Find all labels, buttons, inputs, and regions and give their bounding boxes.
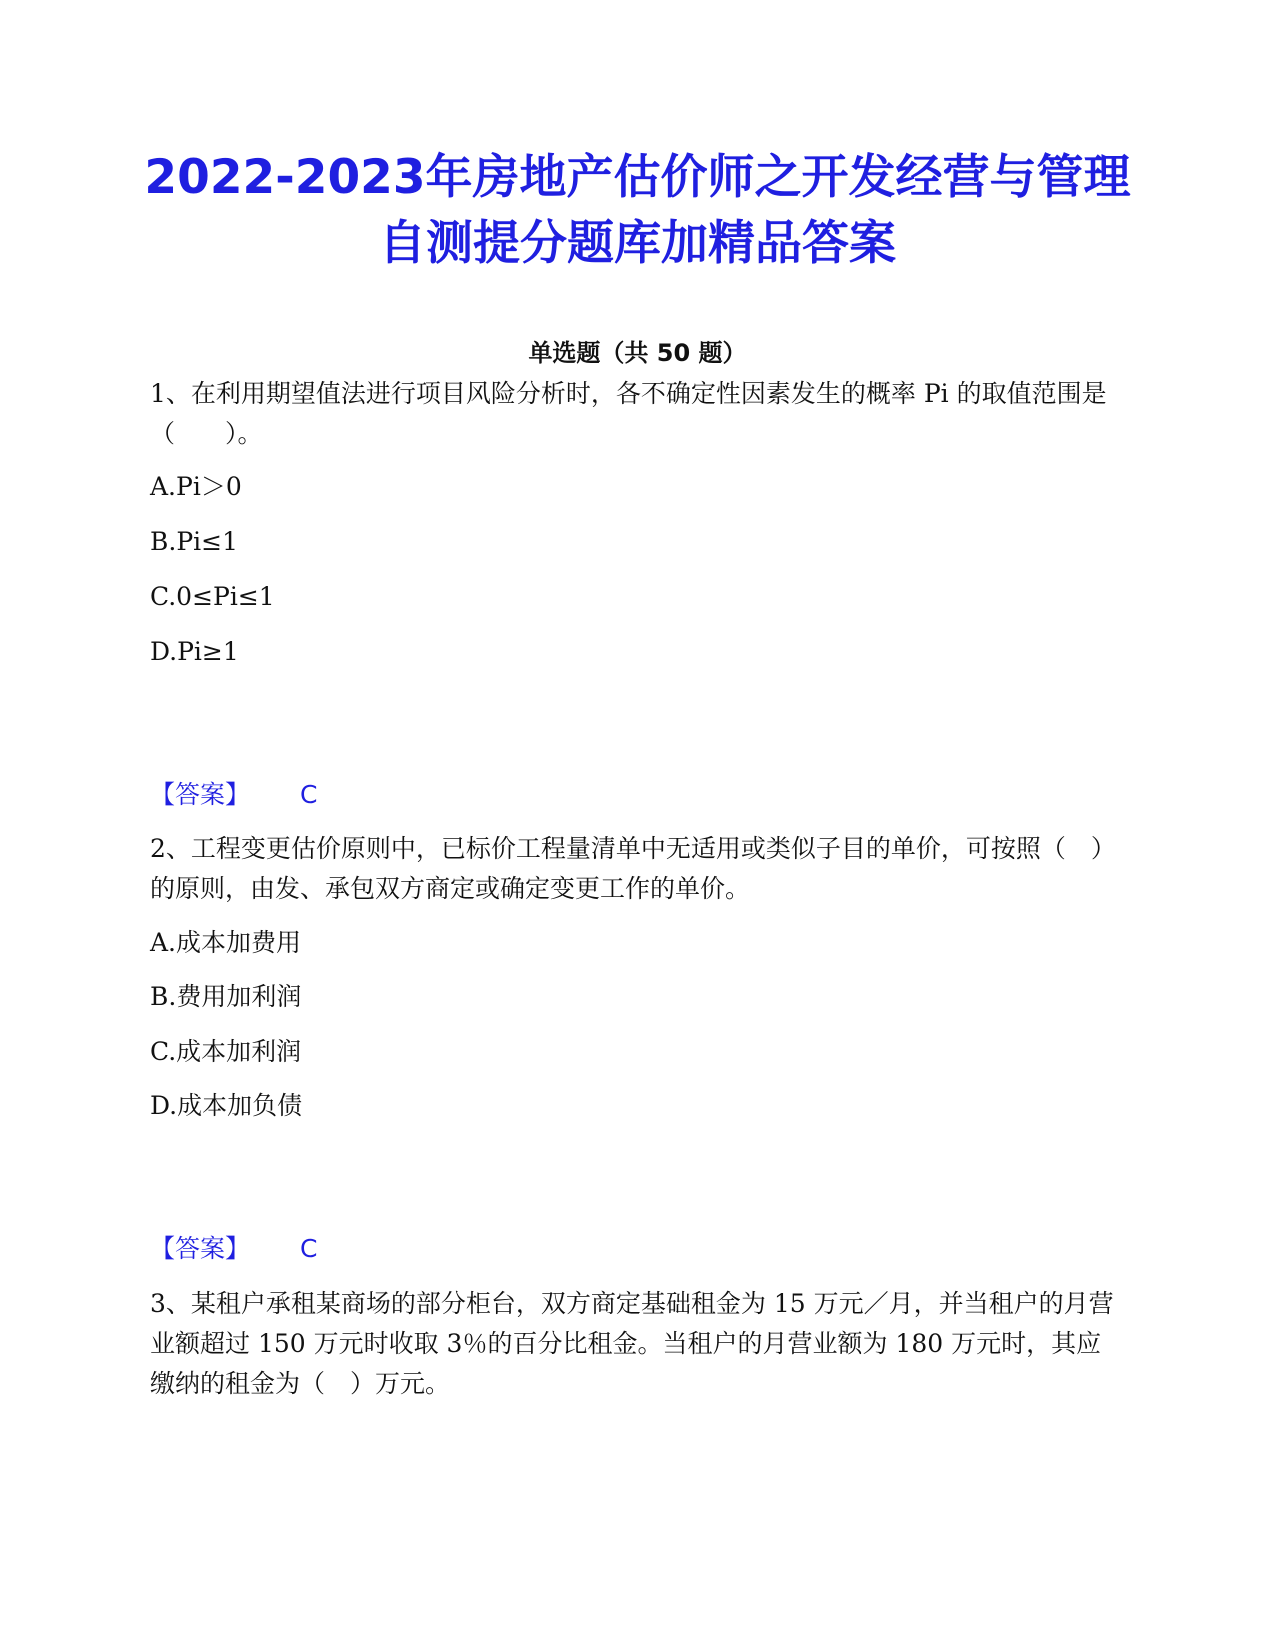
question-1-option-a: A.Pi＞0 (150, 472, 242, 501)
question-1-stem: 1、在利用期望值法进行项目风险分析时，各不确定性因素发生的概率 Pi 的取值范围是（ ）。 (150, 379, 1107, 448)
question-2-option-a: A.成本加费用 (150, 928, 302, 957)
question-2-option-d: D.成本加负债 (150, 1091, 303, 1120)
answer-value: C (300, 780, 318, 809)
question-2-stem: 2、工程变更估价原则中，已标价工程量清单中无适用或类似子目的单价，可按照（ ）的原则，由发、承包双方商定或确定变更工作的单价。 (150, 834, 1116, 903)
page-title: 2022-2023年房地产估价师之开发经营与管理自测提分题库加精品答案 (144, 150, 1131, 271)
answer-label: 【答案】 (150, 780, 251, 809)
section-heading: 单选题（共 50 题） (528, 339, 747, 367)
question-1-option-d: D.Pi≥1 (150, 637, 239, 666)
question-1-option-b: B.Pi≤1 (150, 527, 238, 556)
question-2-answer (150, 1232, 317, 1266)
question-1-answer (150, 778, 317, 812)
answer-value: C (300, 1234, 318, 1263)
question-2-option-c: C.成本加利润 (150, 1037, 302, 1066)
answer-label: 【答案】 (150, 1234, 251, 1263)
question-1-option-c: C.0≤Pi≤1 (150, 582, 275, 611)
question-3-stem: 3、某租户承租某商场的部分柜台，双方商定基础租金为 15 万元／月，并当租户的月营业额超过 150 万元时收取 3％的百分比租金。当租户的月营业额为 180 万元时，其应缴纳的租金为（ ）万元。 (150, 1289, 1114, 1398)
question-2-option-b: B.费用加利润 (150, 982, 302, 1011)
